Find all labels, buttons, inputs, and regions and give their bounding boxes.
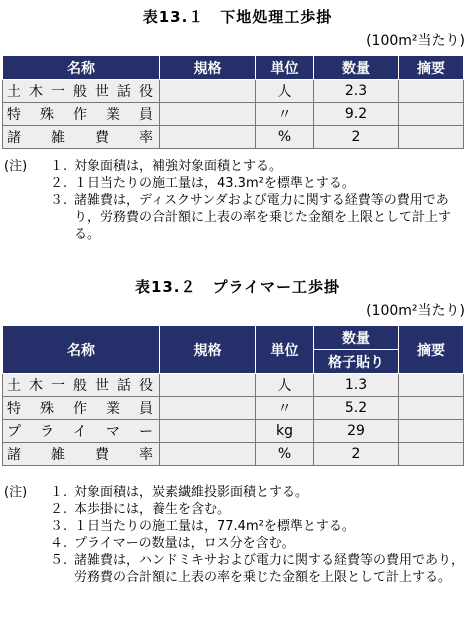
note-text: １日当たりの施工量は，43.3m²を標準とする。 [74, 176, 355, 191]
note-item [4, 518, 470, 535]
row-qty: 1.3 [314, 374, 399, 397]
note-text: 対象面積は，炭素繊維投影面積とする。 [74, 485, 309, 500]
row-qty: 2 [314, 443, 399, 466]
table-row [3, 103, 464, 126]
note-text: 諸雑費は，ディスクサンダおよび電力に関する経費等の費用であり，労務費の合計額に上表の率を乗じた金額を上限として計上する。 [74, 193, 452, 242]
row-spec [160, 80, 256, 103]
note-number: ２. [50, 502, 68, 517]
row-name: 諸雑費率 [3, 443, 160, 466]
row-note [399, 397, 464, 420]
row-unit: 〃 [256, 397, 314, 420]
table2-header-qty: 数量 [314, 326, 399, 350]
row-qty: 2.3 [314, 80, 399, 103]
table2-header-spec: 規格 [160, 326, 256, 374]
table-row [3, 80, 464, 103]
note-text: 対象面積は，補強対象面積とする。 [74, 159, 283, 174]
table-row [3, 443, 464, 466]
row-qty: 5.2 [314, 397, 399, 420]
table1-unit-note: (100m²当たり) [366, 33, 465, 49]
row-unit: % [256, 443, 314, 466]
row-name: 土木一般世話役 [3, 374, 160, 397]
row-spec [160, 397, 256, 420]
row-unit: 人 [256, 80, 314, 103]
note-item [4, 501, 470, 518]
note-number: ２. [50, 176, 68, 191]
table1-header-qty: 数量 [314, 56, 399, 80]
row-qty: 29 [314, 420, 399, 443]
note-number: ５. [50, 553, 68, 568]
note-text: プライマーの数量は，ロス分を含む。 [74, 536, 295, 551]
row-note [399, 103, 464, 126]
note-number: １. [50, 159, 68, 174]
note-number: ４. [50, 536, 68, 551]
table2-header-qty-sub: 格子貼り [314, 350, 399, 374]
note-item [4, 535, 470, 552]
notes-lead: (注) [4, 485, 28, 500]
note-number: ３. [50, 519, 68, 534]
row-name: 特殊作業員 [3, 103, 160, 126]
table1-header-unit: 単位 [256, 56, 314, 80]
note-item [4, 192, 470, 243]
table2-header-name: 名称 [3, 326, 160, 374]
row-qty: 2 [314, 126, 399, 149]
row-name: 特殊作業員 [3, 397, 160, 420]
row-unit: kg [256, 420, 314, 443]
row-spec [160, 126, 256, 149]
row-spec [160, 443, 256, 466]
row-unit: 〃 [256, 103, 314, 126]
table-row [3, 126, 464, 149]
note-item [4, 158, 470, 175]
table1-header-note: 摘要 [399, 56, 464, 80]
note-text: 諸雑費は，ハンドミキサおよび電力に関する経費等の費用であり，労務費の合計額に上表の率を乗じた金額を上限として計上する。 [74, 553, 465, 585]
table1-notes [4, 158, 470, 243]
row-name: 土木一般世話役 [3, 80, 160, 103]
table1-header-name: 名称 [3, 56, 160, 80]
table2-notes [4, 484, 470, 586]
table2-header-unit: 単位 [256, 326, 314, 374]
row-note [399, 374, 464, 397]
row-spec [160, 374, 256, 397]
row-name: 諸雑費率 [3, 126, 160, 149]
table2-unit-note: (100m²当たり) [366, 303, 465, 319]
table1-title: 表13.１ 下地処理工歩掛 [142, 8, 333, 26]
note-number: ３. [50, 193, 68, 208]
row-name: プライマー [3, 420, 160, 443]
row-unit: 人 [256, 374, 314, 397]
row-qty: 9.2 [314, 103, 399, 126]
table-row [3, 397, 464, 420]
note-text: １日当たりの施工量は，77.4m²を標準とする。 [74, 519, 355, 534]
table-row [3, 420, 464, 443]
note-item [4, 484, 470, 501]
note-item [4, 175, 470, 192]
row-note [399, 126, 464, 149]
row-spec [160, 103, 256, 126]
row-note [399, 420, 464, 443]
row-unit: % [256, 126, 314, 149]
row-note [399, 80, 464, 103]
table-row [3, 374, 464, 397]
table1 [2, 55, 464, 149]
table2-header-note: 摘要 [399, 326, 464, 374]
table2 [2, 325, 464, 466]
table2-title: 表13.２ プライマー工歩掛 [134, 278, 341, 296]
note-text: 本歩掛には，養生を含む。 [74, 502, 231, 517]
row-note [399, 443, 464, 466]
note-number: １. [50, 485, 68, 500]
table1-header-spec: 規格 [160, 56, 256, 80]
note-item [4, 552, 470, 586]
row-spec [160, 420, 256, 443]
notes-lead: (注) [4, 159, 28, 174]
